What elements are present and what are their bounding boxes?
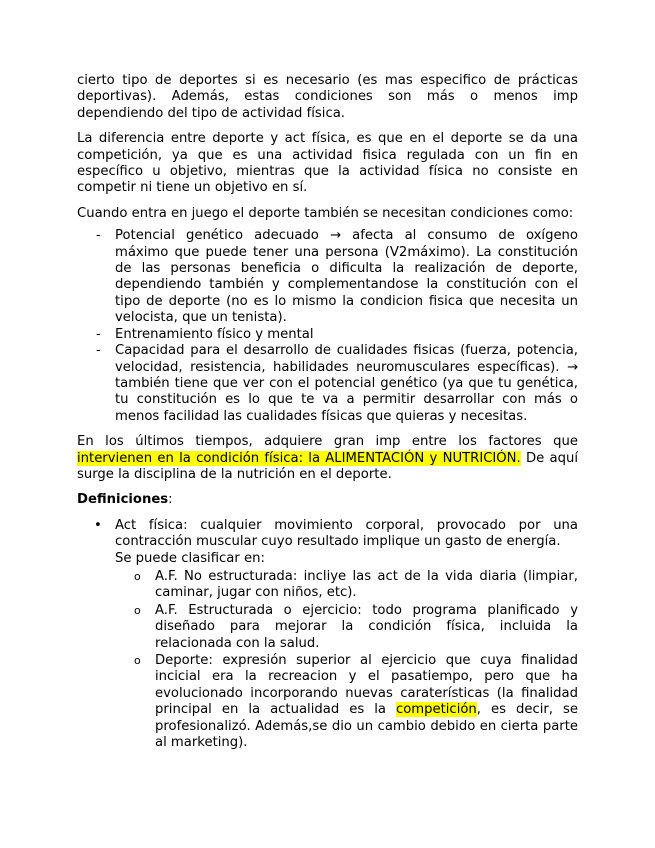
dash-marker: -: [96, 228, 101, 244]
conditions-list: [77, 228, 578, 425]
bullet-marker: •: [94, 517, 102, 533]
circle-marker: o: [134, 654, 141, 667]
list-item: o Deporte: expresión superior al ejercicio que cuya finalidad incicial era la recreacion y el pasatiempo, pero que ha evolucionado incorporando nuevas caraterísticas (la finalidad principal en la actualidad es la competición, es decir, se profesionalizó. Además,se dio un cambio debido en cierta parte al marketing).: [134, 653, 578, 751]
document-page: [77, 73, 578, 752]
dash-marker: -: [96, 326, 101, 342]
list-item: - Potencial genético adecuado → afecta al consumo de oxígeno máximo que puede tener una persona (V2máximo). La constitución de las personas beneficia o dificulta la realización de deporte, dependiendo también y complementandose la constitución con el tipo de deporte (no es lo mismo la condicion fisica que necesita un velocista, que un tenista).: [96, 228, 578, 326]
circle-marker: o: [134, 603, 141, 617]
definitions-list: [77, 518, 578, 752]
list-item: - Entrenamiento físico y mental: [96, 326, 314, 342]
paragraph-3: Cuando entra en juego el deporte también se necesitan condiciones como:: [77, 205, 574, 221]
paragraph-2: La diferencia entre deporte y act física, es que en el deporte se da una competición, ya que es una actividad fisica regulada con un fin en específico u objetivo, mientras que la actividad física no consiste en competir ni tiene un objetivo en sí.: [77, 131, 578, 196]
list-item: • Act física: cualquier movimiento corporal, provocado por una contracción muscular cuyo resultado implique un gasto de energía. Se puede clasificar en: o A.F. No estructurada: incliye las act de la vida diaria (limpiar, caminar, jugar con niños, etc). o A.F. Estructurada o ejercicio: todo programa planificado y diseñado para mejorar la condición física, incluida la relacionada con la salud. o Deporte: expresión superior al ejercicio que cuya finalidad incicial era la recreacion y el pasatiempo, pero que ha evolucionado incorporando nuevas caraterísticas (la finalidad principal en la actualidad es la competición, es decir, se profesionalizó. Además,se dio un cambio debido en cierta parte al marketing).: [94, 517, 578, 751]
paragraph-4: En los últimos tiempos, adquiere gran imp entre los factores que intervienen en la condición física: la ALIMENTACIÓN y NUTRICIÓN. De aquí surge la disciplina de la nutrición en el deporte.: [77, 434, 578, 482]
highlighted-text: competición: [395, 702, 477, 718]
list-item: o A.F. No estructurada: incliye las act de la vida diaria (limpiar, caminar, jugar con niños, etc).: [134, 568, 578, 601]
dash-marker: -: [96, 343, 101, 359]
paragraph-1: cierto tipo de deportes si es necesario (es mas especifico de prácticas deportivas). Además, estas condiciones son más o menos imp dependiendo del tipo de actividad física.: [77, 73, 578, 121]
sublist: [115, 569, 578, 751]
highlighted-text: intervienen en la condición física: la ALIMENTACIÓN y NUTRICIÓN.: [77, 450, 521, 466]
list-item: - Capacidad para el desarrollo de cualidades fisicas (fuerza, potencia, velocidad, resistencia, habilidades neuromusculares específicas). → también tiene que ver con el potencial genético (ya que tu genética, tu constitución es lo que te va a permitir desarrollar con más o menos facilidad las cualidades físicas que quieras y necesitas.: [96, 343, 578, 424]
definitions-heading: Definiciones:: [77, 492, 173, 508]
list-item: o A.F. Estructurada o ejercicio: todo programa planificado y diseñado para mejorar la condición física, incluida la relacionada con la salud.: [134, 602, 578, 651]
circle-marker: o: [134, 569, 141, 583]
